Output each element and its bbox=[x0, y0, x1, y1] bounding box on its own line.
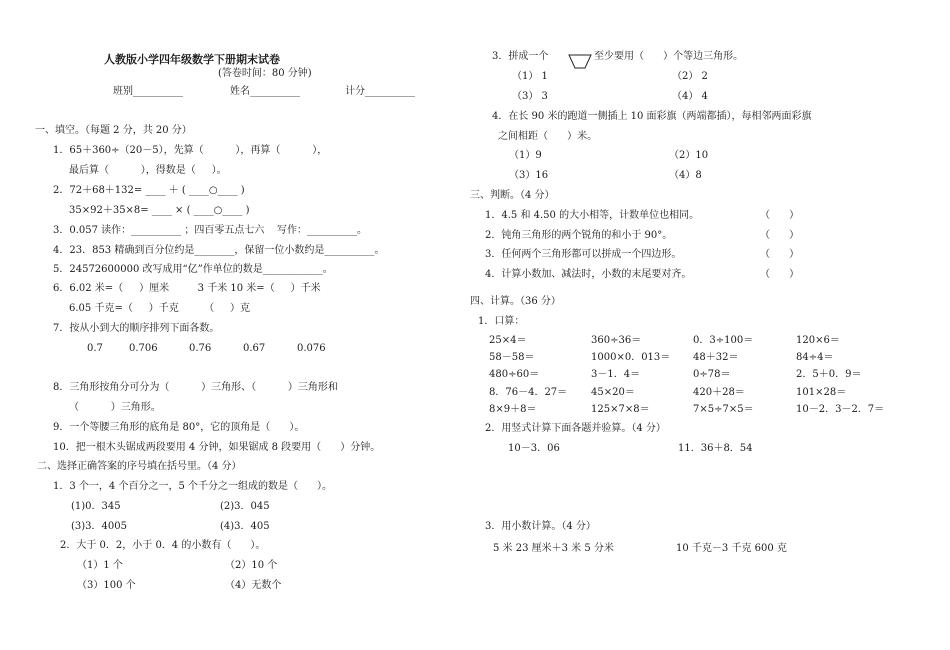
vertical-calc-heading: 2．用竖式计算下面各题并验算。（4 分） bbox=[485, 423, 666, 434]
question-9: 9．一个等腰三角形的底角是 80°，它的顶角是（ ）。 bbox=[53, 422, 305, 433]
choice-question-4b: 之间相距（ ）米。 bbox=[498, 131, 598, 142]
oral-item: 7×5÷7×5＝ bbox=[693, 404, 754, 415]
oral-item: 360÷36＝ bbox=[591, 335, 642, 346]
judge-item: 2．钝角三角形的两个锐角的和小于 90°。 bbox=[485, 230, 673, 241]
decimal-calc-item: 5 米 23 厘米＋3 米 5 分米 bbox=[493, 543, 614, 554]
oral-item: 58－58＝ bbox=[489, 352, 535, 363]
choice-question-4a: 4．在长 90 米的跑道一侧插上 10 面彩旗（两端都插），每相邻两面彩旗 bbox=[492, 111, 812, 122]
vertical-calc-item: 11．36＋8．54 bbox=[678, 443, 753, 454]
question-8a: 8．三角形按角分可分为（ ）三角形、（ ）三角形和 bbox=[53, 382, 338, 393]
decimal-calc-item: 10 千克－3 千克 600 克 bbox=[676, 543, 787, 554]
order-number: 0.76 bbox=[189, 343, 212, 354]
choice-option: （2） 2 bbox=[672, 71, 708, 82]
choice-option: (3)3．4005 bbox=[71, 521, 127, 532]
order-number: 0.7 bbox=[87, 343, 103, 354]
question-4: 4．23．853 精确到百分位约是________，保留一位小数约是__________。 bbox=[53, 245, 385, 256]
judge-item: 4．计算小数加、减法时，小数的末尾要对齐。 bbox=[485, 269, 692, 280]
question-2b: 35×92＋35×8= ____ × ( ____○____ ) bbox=[69, 205, 250, 216]
question-6b: 6.05 千克=（ ）千克 （ ）克 bbox=[69, 303, 251, 314]
score-field: 计分__________ bbox=[345, 86, 415, 97]
oral-item: 120×6＝ bbox=[796, 335, 840, 346]
exam-time: (答卷时间：80 分钟) bbox=[218, 68, 312, 79]
choice-option: （3）100 个 bbox=[77, 580, 136, 591]
choice-question-3-suffix: 至少要用（ ）个等边三角形。 bbox=[594, 51, 744, 62]
question-8b: （ ）三角形。 bbox=[69, 402, 161, 413]
question-3: 3．0.057 读作：__________ ；四百零五点七六 写作：__________。 bbox=[53, 225, 368, 236]
section-choice-heading: 二、选择正确答案的序号填在括号里。（4 分） bbox=[37, 461, 242, 472]
oral-item: 420＋28＝ bbox=[693, 387, 745, 398]
oral-item: 0÷78＝ bbox=[693, 369, 731, 380]
oral-item: 8×9＋8＝ bbox=[489, 404, 537, 415]
choice-option: (1)0．345 bbox=[71, 501, 121, 512]
oral-item: 84÷4＝ bbox=[796, 352, 834, 363]
oral-item: 0．3÷100＝ bbox=[693, 335, 754, 346]
choice-option: （2）10 个 bbox=[225, 560, 278, 571]
question-1b: 最后算（ ），得数是（ ）。 bbox=[69, 165, 227, 176]
oral-item: 25×4＝ bbox=[489, 335, 527, 346]
choice-option: （4）8 bbox=[669, 170, 702, 181]
judge-item: 1．4.5 和 4.50 的大小相等，计数单位也相同。 bbox=[485, 210, 700, 221]
oral-item: 1000×0．013＝ bbox=[591, 352, 671, 363]
question-5: 5．24572600000 改写成用“亿”作单位的数是____________。 bbox=[53, 264, 333, 275]
choice-option: （1）9 bbox=[509, 150, 542, 161]
oral-item: 480÷60＝ bbox=[489, 369, 540, 380]
oral-item: 125×7×8＝ bbox=[591, 404, 650, 415]
question-1a: 1．65＋360÷（20－5），先算（ ），再算（ ）， bbox=[53, 145, 328, 156]
oral-item: 48＋32＝ bbox=[693, 352, 739, 363]
oral-item: 10－2．3－2．7＝ bbox=[796, 404, 885, 415]
choice-option: （4） 4 bbox=[672, 91, 708, 102]
order-number: 0.706 bbox=[129, 343, 158, 354]
section-judge-heading: 三、判断。（4 分） bbox=[470, 190, 555, 201]
choice-option: (4)3．405 bbox=[220, 521, 270, 532]
section-fill-heading: 一、填空。（每题 2 分，共 20 分） bbox=[35, 125, 192, 136]
choice-option: （3） 3 bbox=[512, 91, 548, 102]
section-calc-heading: 四、计算。（36 分） bbox=[470, 296, 561, 307]
choice-question-3-prefix: 3．拼成一个 bbox=[492, 51, 549, 62]
question-2a: 2．72＋68＋132= ____ ＋ ( ____○____ ) bbox=[53, 185, 245, 196]
judge-paren: （ ） bbox=[760, 210, 800, 221]
judge-item: 3．任何两个三角形都可以拼成一个四边形。 bbox=[485, 249, 682, 260]
choice-option: （1）1 个 bbox=[77, 560, 123, 571]
oral-calc-heading: 1．口算： bbox=[478, 316, 525, 327]
question-7: 7．按从小到大的顺序排列下面各数。 bbox=[53, 323, 220, 334]
choice-option: (2)3．045 bbox=[220, 501, 270, 512]
exam-title: 人教版小学四年级数学下册期末试卷 bbox=[104, 53, 280, 66]
name-field: 姓名__________ bbox=[230, 86, 300, 97]
choice-option: （1） 1 bbox=[512, 71, 548, 82]
order-number: 0.076 bbox=[297, 343, 326, 354]
judge-paren: （ ） bbox=[760, 230, 800, 241]
vertical-calc-item: 10－3．06 bbox=[508, 443, 560, 454]
oral-item: 8．76－4．27＝ bbox=[489, 387, 568, 398]
oral-item: 3－1．4＝ bbox=[591, 369, 641, 380]
decimal-calc-heading: 3．用小数计算。（4 分） bbox=[485, 521, 596, 532]
trapezoid-figure bbox=[568, 53, 592, 69]
choice-option: （4）无数个 bbox=[225, 580, 282, 591]
oral-item: 101×28＝ bbox=[796, 387, 847, 398]
oral-item: 45×20＝ bbox=[591, 387, 635, 398]
choice-question-2: 2．大于 0．2，小于 0．4 的小数有（ ）。 bbox=[60, 540, 266, 551]
order-number: 0.67 bbox=[243, 343, 266, 354]
judge-paren: （ ） bbox=[760, 249, 800, 260]
question-10: 10．把一根木头锯成两段要用 4 分钟，如果锯成 8 段要用（ ）分钟。 bbox=[53, 442, 381, 453]
oral-item: 2．5＋0．9＝ bbox=[796, 369, 862, 380]
choice-option: （2）10 bbox=[669, 150, 709, 161]
judge-paren: （ ） bbox=[760, 269, 800, 280]
choice-option: （3）16 bbox=[509, 170, 549, 181]
question-6a: 6．6.02 米=（ ）厘米 3 千米 10 米=（ ）千米 bbox=[53, 283, 321, 294]
choice-question-1: 1．3 个一，4 个百分之一，5 个千分之一组成的数是（ ）。 bbox=[53, 481, 333, 492]
class-field: 班别__________ bbox=[113, 86, 183, 97]
